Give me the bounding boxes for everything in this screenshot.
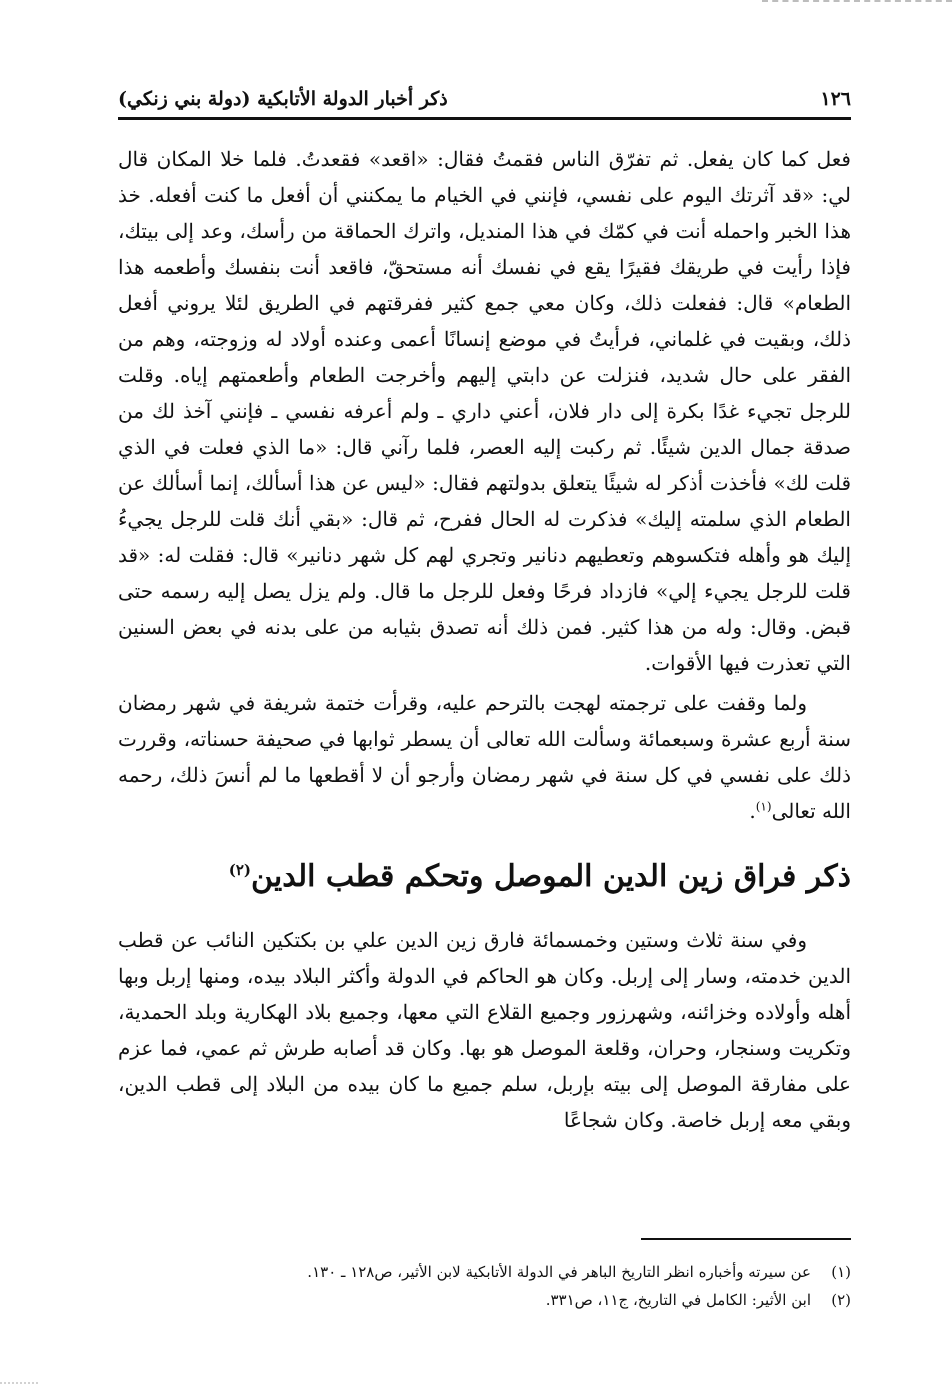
footnote-number: (١) [831,1263,851,1281]
paragraph-2 [118,685,851,829]
paragraph-2-text: ولما وقفت على ترجمته لهجت بالترحم عليه، وقرأت ختمة شريفة في شهر رمضان سنة أربع عشرة وسبعمائة وسألت الله تعالى أن يسطر ثوابها في صحيفة حسناته، وقررت ذلك على نفسي في كل سنة في شهر رمضان وأرجو أن لا أقطعها ما لم أنسَ ذلك، رحمه الله تعالى [118,691,852,823]
section-heading-text: ذكر فراق زين الدين الموصل وتحكم قطب الدين [251,859,851,894]
book-page [118,84,851,1314]
main-text [118,141,851,1138]
header-rule [118,117,851,120]
running-title: ذكر أخبار الدولة الأتابكية (دولة بني زنكي) [118,88,448,110]
footnote-text: ابن الأثير: الكامل في التاريخ، ج١١، ص٣٣١. [545,1291,811,1309]
footnote-text: عن سيرته وأخباره انظر التاريخ الباهر في الدولة الأتابكية لابن الأثير، ص١٢٨ ـ ١٣٠. [307,1263,811,1281]
footnote-reference-2: (٢) [228,861,252,879]
scan-bottom-mark [0,1382,38,1384]
paragraph-2-end-period: . [749,799,756,823]
running-header [118,84,851,114]
footnote-1 [118,1258,851,1286]
footnote-reference-1: (١) [755,799,772,814]
page-number: ١٢٦ [820,88,851,110]
footnotes [118,1258,851,1314]
footnote-2 [118,1286,851,1314]
paragraph-3: وفي سنة ثلاث وستين وخمسمائة فارق زين الدين علي بن بكتكين النائب عن قطب الدين خدمته، وسار إلى إربل. وكان هو الحاكم في الدولة وأكثر البلاد بيده، ومنها إربل وبها أهله وأولاده وخزائنه، وشهرزور وجميع القلاع التي معها، وجميع بلاد الهكارية وبلد الحمدية، وتكريت وسنجار، وحران، وقلعة الموصل هو بها. وكان قد أصابه طرش ثم عمي، فما عزم على مفارقة الموصل إلى بيته بإربل، سلم جميع ما كان بيده من البلاد إلى قطب الدين، وبقي معه إربل خاصة. وكان شجاعًا [118,928,851,1132]
footnote-number: (٢) [831,1291,851,1309]
scan-edge-marks [762,0,952,10]
section-heading [118,848,851,906]
footnote-separator [641,1238,851,1240]
paragraph-1: فعل كما كان يفعل. ثم تفرّق الناس فقمتُ فقال: «اقعد» فقعدتُ. فلما خلا المكان قال لي: «قد آثرتك اليوم على نفسي، فإنني في الخيام ما يمكنني أن أفعل ما كنت أفعله. خذ هذا الخبر واحمله أنت في كمّك في هذا المنديل، واترك الحماقة من رأسك، وعد إلى بيتك، فإذا رأيت في طريقك فقيرًا يقع في نفسك أنه مستحقّ، فاقعد أنت بنفسك وأطعمه هذا الطعام» قال: ففعلت ذلك، وكان معي جمع كثير ففرقتهم في الطريق لئلا يروني أفعل ذلك، وبقيت في غلماني، فرأيتُ في موضع إنسانًا أعمى وعنده أولاد له وزوجته، وهم من الفقر على حال شديد، فنزلت عن دابتي إليهم وأخرجت الطعام وأطعمتهم إياه. وقلت للرجل تجيء غدًا بكرة إلى دار فلان، أعني داري ـ ولم أعرفه نفسي ـ فإنني آخذ لك من صدقة جمال الدين شيئًا. ثم ركبت إليه العصر، فلما رآني قال: «ما الذي فعلت في الذي قلت لك» فأخذت أذكر له شيئًا يتعلق بدولتهم فقال: «ليس عن هذا أسألك، إنما أسألك عن الطعام الذي سلمته إليك» فذكرت له الحال ففرح، ثم قال: «بقي أنك قلت للرجل يجيءُ إليك هو وأهله فتكسوهم وتعطيهم دنانير وتجري لهم كل شهر دنانير» قال: فقلت له: «قد قلت للرجل يجيء إلي» فازداد فرحًا وفعل للرجل ما قال. ولم يزل يصل إليه رسمه حتى قبض. وقال: وله من هذا كثير. فمن ذلك أنه تصدق بثيابه من على بدنه في بعض السنين التي تعذرت فيها الأقوات. [118,147,852,675]
